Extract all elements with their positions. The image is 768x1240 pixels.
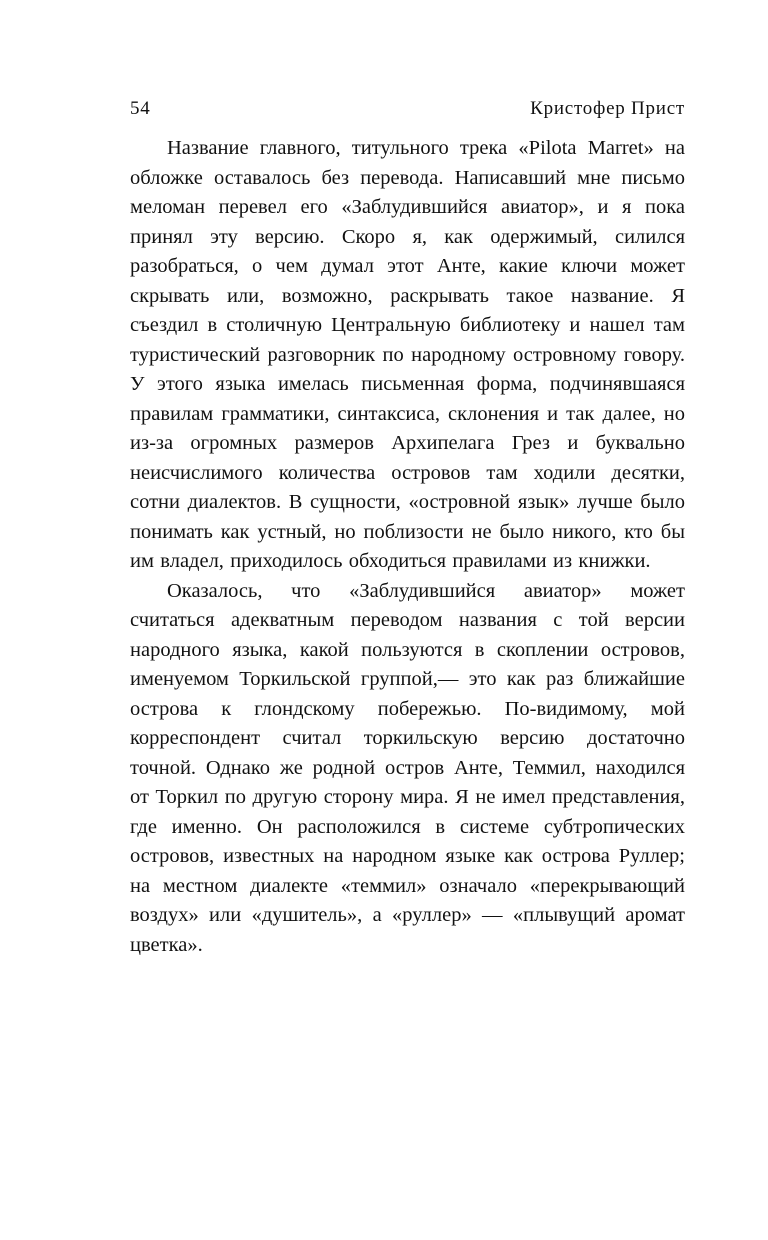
paragraph: Название главного, титульного трека «Pilota Marret» на обложке оставалось без перевода. Написавший мне письмо меломан перевел его «Заблудившийся авиатор», и я пока принял эту версию. Скоро я, как одержимый, силился разобраться, о чем думал этот Анте, какие ключи может скрывать или, возможно, раскрывать такое название. Я съездил в столичную Центральную библиотеку и нашел там туристический разговорник по народному островному говору. У этого языка имелась письменная форма, подчинявшаяся правилам грамматики, синтаксиса, склонения и так далее, но из-за огромных размеров Архипелага Грез и буквально неисчислимого количества островов там ходили десятки, сотни диалектов. В сущности, «островной язык» лучше было понимать как устный, но поблизости не было никого, кто бы им владел, приходилось обходиться правилами из книжки. — [130, 137, 685, 572]
running-head-author: Кристофер Прист — [530, 98, 685, 119]
page-number: 54 — [130, 98, 151, 119]
body-text — [130, 134, 685, 960]
paragraph: Оказалось, что «Заблудившийся авиатор» может считаться адекватным переводом названия с той версии народного языка, какой пользуются в скоплении островов, именуемом Торкильской группой,— это как раз ближайшие острова к глондскому побережью. По-видимому, мой корреспондент считал торкильскую версию достаточно точной. Однако же родной остров Анте, Теммил, находился от Торкил по другую сторону мира. Я не имел представления, где именно. Он расположился в системе субтропических островов, известных на народном языке как острова Руллер; на местном диалекте «теммил» означало «перекрывающий воздух» или «душитель», а «руллер» — «плывущий аромат цветка». — [130, 579, 685, 956]
page-header — [130, 98, 685, 120]
